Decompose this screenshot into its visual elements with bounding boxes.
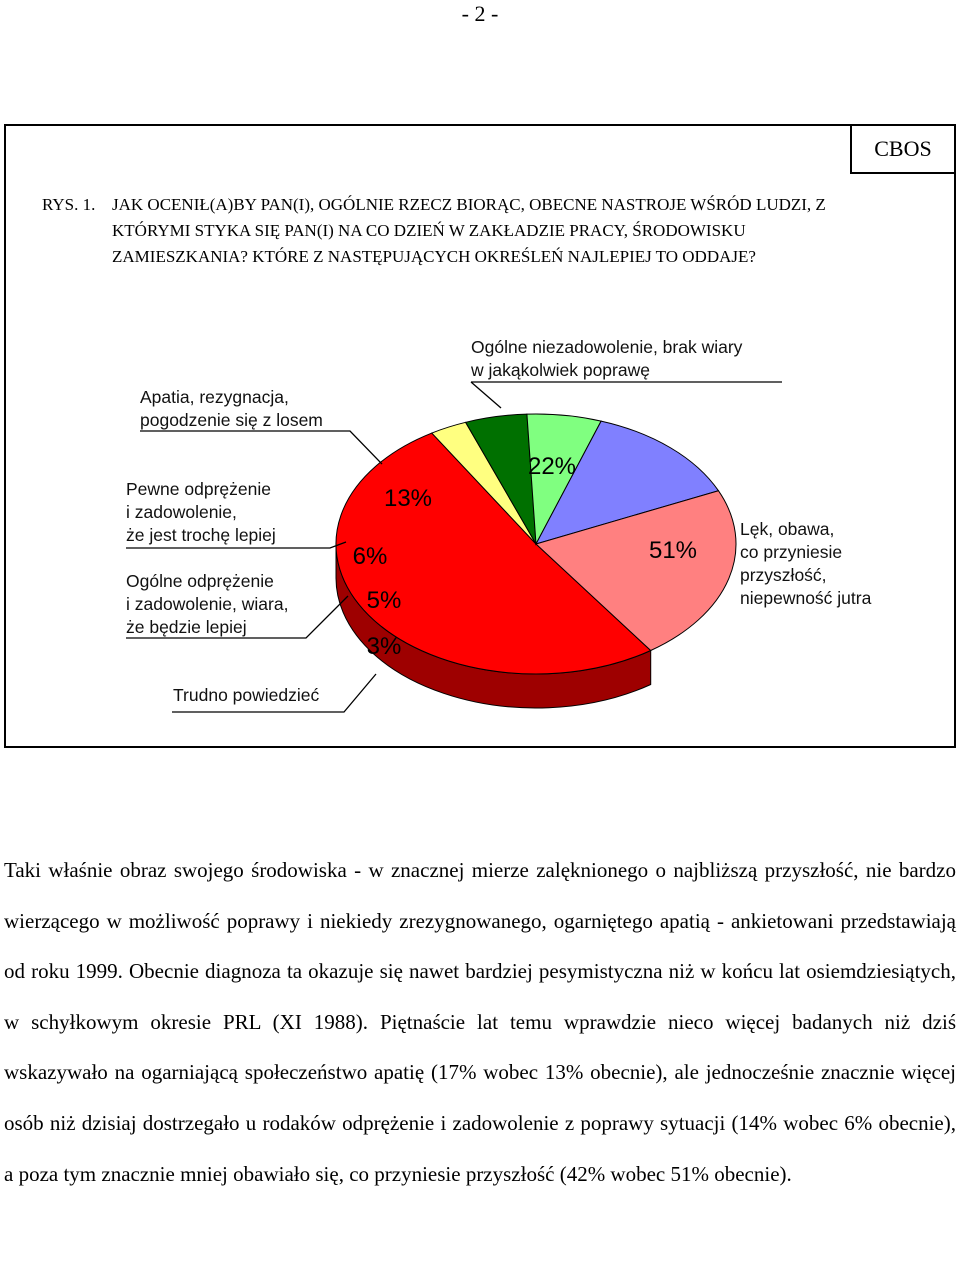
figure-frame bbox=[4, 124, 956, 748]
figure-number: RYS. 1. bbox=[42, 195, 96, 214]
pie-value-dissatisfaction: 22% bbox=[527, 453, 577, 480]
body-paragraph: Taki właśnie obraz swojego środowiska - w znacznej mierze zalęknionego o najbliższą przyszłość, nie bardzo wierzącego w możliwość poprawy i niekiedy zrezygnowanego, ogarniętego apatią - ankietowani przedstawiają od roku 1999. Obecnie diagnoza ta okazuje się nawet bardziej pesymistyczna niż w końcu lat osiemdziesiątych, w schyłkowym okresie PRL (XI 1988). Piętnaście lat temu wprawdzie nieco więcej badanych niż dziś wskazywało na ogarniającą społeczeństwo apatię (17% wobec 13% obecnie), ale jednocześnie znacznie więcej osób niż dzisiaj dostrzegało u rodaków odprężenie i zadowolenie z poprawy sytuacji (14% wobec 6% obecnie), a poza tym znacznie mniej obawiało się, co przyniesie przyszłość (42% wobec 51% obecnie). bbox=[4, 858, 956, 1186]
leader-line bbox=[471, 382, 501, 408]
pie-value-some-relief: 6% bbox=[352, 543, 388, 570]
pie-chart bbox=[6, 126, 954, 746]
slice-label-dissatisfaction: Ogólne niezadowolenie, brak wiary w jakąkolwiek poprawę bbox=[471, 337, 743, 380]
page-number: - 2 - bbox=[461, 1, 499, 26]
slice-label-some-relief: Pewne odprężenie i zadowolenie, że jest trochę lepiej bbox=[126, 479, 276, 545]
pie-value-general-relief: 5% bbox=[366, 587, 402, 614]
pie-value-fear: 51% bbox=[648, 537, 698, 564]
leader-line bbox=[140, 431, 382, 464]
slice-label-fear: Lęk, obawa, co przyniesie przyszłość, niepewność jutra bbox=[740, 519, 872, 608]
body-text bbox=[4, 845, 956, 1199]
source-label: CBOS bbox=[850, 124, 956, 174]
slice-label-general-relief: Ogólne odprężenie i zadowolenie, wiara, że będzie lepiej bbox=[126, 571, 289, 637]
pie-value-apathy: 13% bbox=[383, 485, 433, 512]
slice-label-apathy: Apatia, rezygnacja, pogodzenie się z losem bbox=[140, 387, 323, 430]
slice-label-hard-to-say: Trudno powiedzieć bbox=[173, 685, 320, 705]
figure-title: JAK OCENIŁ(A)BY PAN(I), OGÓLNIE RZECZ BIORĄC, OBECNE NASTROJE WŚRÓD LUDZI, Z KTÓRYMI STYKA SIĘ PAN(I) NA CO DZIEŃ W ZAKŁADZIE PRACY, ŚRODOWISKU ZAMIESZKANIA? KTÓRE Z NASTĘPUJĄCYCH OKREŚLEŃ NAJLEPIEJ TO ODDAJE? bbox=[112, 195, 826, 266]
pie-value-hard-to-say: 3% bbox=[366, 633, 402, 660]
